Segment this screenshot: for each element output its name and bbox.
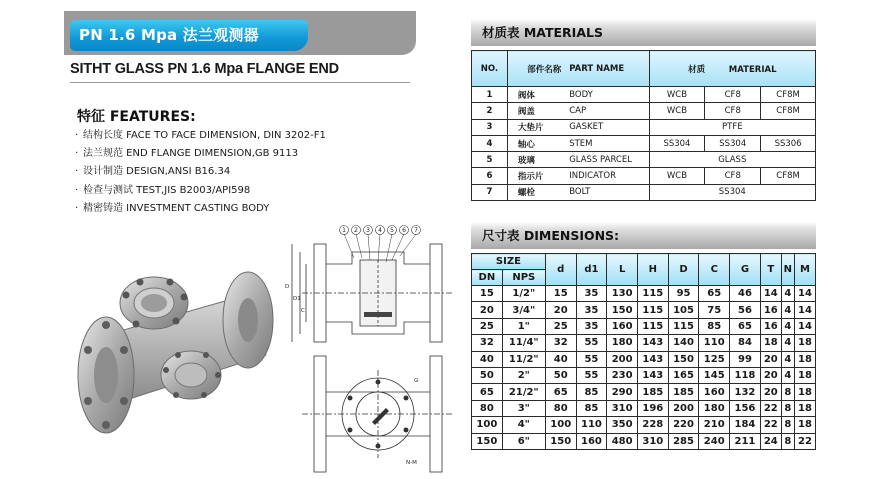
table-row: 3 大垫片 GASKET PTFE — [472, 119, 816, 135]
table-cell: 20 — [472, 302, 503, 318]
table-cell: 8 — [781, 384, 794, 400]
table-cell: 150 — [545, 433, 576, 449]
table-cell: 150 — [472, 433, 503, 449]
col-header-nps: NPS — [502, 270, 545, 286]
table-cell: 22 — [760, 400, 781, 416]
col-header-n: N — [781, 254, 794, 286]
table-cell: 20 — [545, 302, 576, 318]
table-row: 5 玻璃 GLASS PARCEL GLASS — [472, 152, 816, 168]
table-cell: 2" — [502, 367, 545, 383]
table-cell: 6" — [502, 433, 545, 449]
table-cell: 22 — [760, 417, 781, 433]
feature-item: · 设计制造 DESIGN,ANSI B16.34 — [75, 166, 231, 178]
table-cell: 290 — [607, 384, 638, 400]
table-cell: 160 — [576, 433, 607, 449]
features-heading: 特征 FEATURES: — [77, 109, 196, 125]
table-row: 4 轴心 STEM SS304 SS304 SS306 — [472, 135, 816, 151]
callout-label: 1 — [342, 227, 346, 234]
table-cell: 84 — [730, 335, 761, 351]
table-cell: 118 — [730, 367, 761, 383]
table-row — [472, 351, 816, 367]
col-header-part-en: PART NAME — [565, 51, 649, 87]
table-cell: 85 — [699, 318, 730, 334]
callout-label: 4 — [378, 227, 382, 234]
col-header-dn: DN — [472, 270, 503, 286]
callout-label: 5 — [390, 227, 394, 234]
table-cell: 65 — [472, 384, 503, 400]
page-title: PN 1.6 Mpa 法兰观测器 — [70, 20, 308, 51]
callout-label: 3 — [366, 227, 370, 234]
table-cell: 184 — [730, 417, 761, 433]
table-cell: 4 — [781, 335, 794, 351]
table-row — [472, 318, 816, 334]
table-cell: 4 — [781, 318, 794, 334]
table-cell: 4 — [781, 286, 794, 302]
feature-item: · 精密铸造 INVESTMENT CASTING BODY — [75, 202, 270, 214]
table-cell: 4 — [781, 367, 794, 383]
table-row — [472, 433, 816, 449]
col-header-material: 材质 MATERIAL — [649, 51, 815, 87]
table-cell: 40 — [545, 351, 576, 367]
table-cell: 110 — [576, 417, 607, 433]
table-cell: 3" — [502, 400, 545, 416]
col-header-d1: d1 — [576, 254, 607, 286]
table-cell: 180 — [607, 335, 638, 351]
table-cell: 196 — [637, 400, 668, 416]
col-header-m: M — [794, 254, 815, 286]
table-row — [472, 367, 816, 383]
table-cell: 18 — [794, 335, 815, 351]
table-cell: 310 — [607, 400, 638, 416]
table-cell: 140 — [668, 335, 699, 351]
table-cell: 143 — [637, 367, 668, 383]
table-cell: 35 — [576, 318, 607, 334]
dim-label: G — [414, 378, 419, 384]
table-cell: 99 — [730, 351, 761, 367]
table-cell: 150 — [607, 302, 638, 318]
section-drawing — [282, 222, 462, 350]
table-cell: 95 — [668, 286, 699, 302]
col-header-h: H — [637, 254, 668, 286]
table-row: 1 阀体 BODY WCB CF8 CF8M — [472, 87, 816, 103]
col-header-l: L — [607, 254, 638, 286]
table-cell: 285 — [668, 433, 699, 449]
materials-table — [471, 50, 816, 201]
table-cell: 4 — [781, 302, 794, 318]
features-list — [75, 127, 326, 218]
col-header-size: SIZE — [472, 254, 546, 270]
table-cell: 310 — [637, 433, 668, 449]
callout-label: 6 — [402, 227, 406, 234]
table-cell: 22 — [794, 433, 815, 449]
table-cell: 80 — [472, 400, 503, 416]
table-cell: 143 — [637, 335, 668, 351]
table-cell: 65 — [730, 318, 761, 334]
table-cell: 25 — [545, 318, 576, 334]
table-cell: 65 — [699, 286, 730, 302]
table-row — [472, 302, 816, 318]
table-row — [472, 384, 816, 400]
dim-label: C — [301, 308, 305, 314]
col-header-part-cn: 部件名称 — [507, 51, 565, 87]
table-cell: 55 — [576, 335, 607, 351]
table-row: 7 螺栓 BOLT SS304 — [472, 184, 816, 200]
dimensions-table — [471, 253, 816, 450]
table-cell: 4" — [502, 417, 545, 433]
table-cell: 200 — [668, 400, 699, 416]
table-cell: 125 — [699, 351, 730, 367]
table-cell: 1/2" — [502, 286, 545, 302]
table-cell: 50 — [545, 367, 576, 383]
table-cell: 85 — [576, 400, 607, 416]
table-cell: 8 — [781, 417, 794, 433]
col-header-g: G — [730, 254, 761, 286]
page-subtitle: SITHT GLASS PN 1.6 Mpa FLANGE END — [70, 61, 410, 83]
table-cell: 35 — [576, 286, 607, 302]
table-cell: 145 — [699, 367, 730, 383]
table-row — [472, 400, 816, 416]
col-header-c: C — [699, 254, 730, 286]
table-cell: 65 — [545, 384, 576, 400]
table-cell: 115 — [637, 302, 668, 318]
table-cell: 156 — [730, 400, 761, 416]
table-row — [472, 417, 816, 433]
col-header-no: NO. — [472, 51, 508, 87]
table-cell: 11/2" — [502, 351, 545, 367]
table-cell: 46 — [730, 286, 761, 302]
table-cell: 55 — [576, 367, 607, 383]
front-view-drawing — [282, 352, 462, 476]
table-cell: 130 — [607, 286, 638, 302]
table-cell: 100 — [545, 417, 576, 433]
table-cell: 32 — [545, 335, 576, 351]
table-row — [472, 335, 816, 351]
table-cell: 228 — [637, 417, 668, 433]
table-cell: 80 — [545, 400, 576, 416]
table-cell: 115 — [637, 318, 668, 334]
table-cell: 11/4" — [502, 335, 545, 351]
col-header-D: D — [668, 254, 699, 286]
col-header-t: T — [760, 254, 781, 286]
table-row: 2 阀盖 CAP WCB CF8 CF8M — [472, 103, 816, 119]
dimensions-heading: 尺寸表 DIMENSIONS: — [471, 222, 816, 249]
table-cell: 200 — [607, 351, 638, 367]
dimensions-body — [472, 286, 816, 450]
table-cell: 185 — [637, 384, 668, 400]
table-cell: 32 — [472, 335, 503, 351]
table-cell: 8 — [781, 400, 794, 416]
table-cell: 15 — [472, 286, 503, 302]
table-cell: 55 — [576, 351, 607, 367]
table-cell: 480 — [607, 433, 638, 449]
table-cell: 85 — [576, 384, 607, 400]
table-cell: 18 — [794, 351, 815, 367]
callout-label: 7 — [414, 227, 418, 234]
table-cell: 100 — [472, 417, 503, 433]
table-cell: 3/4" — [502, 302, 545, 318]
table-cell: 1" — [502, 318, 545, 334]
table-cell: 24 — [760, 433, 781, 449]
table-cell: 18 — [760, 335, 781, 351]
table-cell: 240 — [699, 433, 730, 449]
table-cell: 180 — [699, 400, 730, 416]
table-cell: 18 — [794, 417, 815, 433]
table-cell: 150 — [668, 351, 699, 367]
table-cell: 115 — [637, 286, 668, 302]
table-cell: 25 — [472, 318, 503, 334]
table-cell: 160 — [607, 318, 638, 334]
table-cell: 4 — [781, 351, 794, 367]
table-cell: 75 — [699, 302, 730, 318]
materials-heading: 材质表 MATERIALS — [471, 19, 816, 46]
table-cell: 20 — [760, 351, 781, 367]
table-cell: 160 — [699, 384, 730, 400]
table-cell: 20 — [760, 367, 781, 383]
table-cell: 18 — [794, 384, 815, 400]
table-cell: 20 — [760, 384, 781, 400]
table-cell: 230 — [607, 367, 638, 383]
table-cell: 143 — [637, 351, 668, 367]
table-cell: 220 — [668, 417, 699, 433]
table-cell: 211 — [730, 433, 761, 449]
feature-item: · 法兰规范 END FLANGE DIMENSION,GB 9113 — [75, 148, 299, 160]
table-cell: 350 — [607, 417, 638, 433]
table-cell: 35 — [576, 302, 607, 318]
table-cell: 18 — [794, 400, 815, 416]
table-cell: 14 — [794, 302, 815, 318]
table-cell: 14 — [760, 286, 781, 302]
table-row — [472, 286, 816, 302]
table-cell: 105 — [668, 302, 699, 318]
table-cell: 14 — [794, 286, 815, 302]
col-header-d: d — [545, 254, 576, 286]
table-cell: 15 — [545, 286, 576, 302]
table-cell: 18 — [794, 367, 815, 383]
table-cell: 50 — [472, 367, 503, 383]
table-cell: 165 — [668, 367, 699, 383]
table-cell: 14 — [794, 318, 815, 334]
table-cell: 8 — [781, 433, 794, 449]
callout-label: 2 — [354, 227, 358, 234]
product-photo — [66, 225, 281, 475]
table-cell: 56 — [730, 302, 761, 318]
dim-label: N-M — [406, 460, 417, 466]
table-cell: 185 — [668, 384, 699, 400]
table-cell: 115 — [668, 318, 699, 334]
table-cell: 40 — [472, 351, 503, 367]
table-cell: 16 — [760, 318, 781, 334]
table-cell: 21/2" — [502, 384, 545, 400]
feature-item: · 结构长度 FACE TO FACE DIMENSION, DIN 3202-F1 — [75, 130, 326, 141]
dim-label: D — [285, 284, 290, 290]
table-cell: 132 — [730, 384, 761, 400]
table-cell: 110 — [699, 335, 730, 351]
table-cell: 16 — [760, 302, 781, 318]
table-cell: 210 — [699, 417, 730, 433]
feature-item: · 检查与测试 TEST,JIS B2003/API598 — [75, 184, 251, 196]
dim-label: D1 — [293, 296, 301, 302]
table-row: 6 指示片 INDICATOR WCB CF8 CF8M — [472, 168, 816, 184]
